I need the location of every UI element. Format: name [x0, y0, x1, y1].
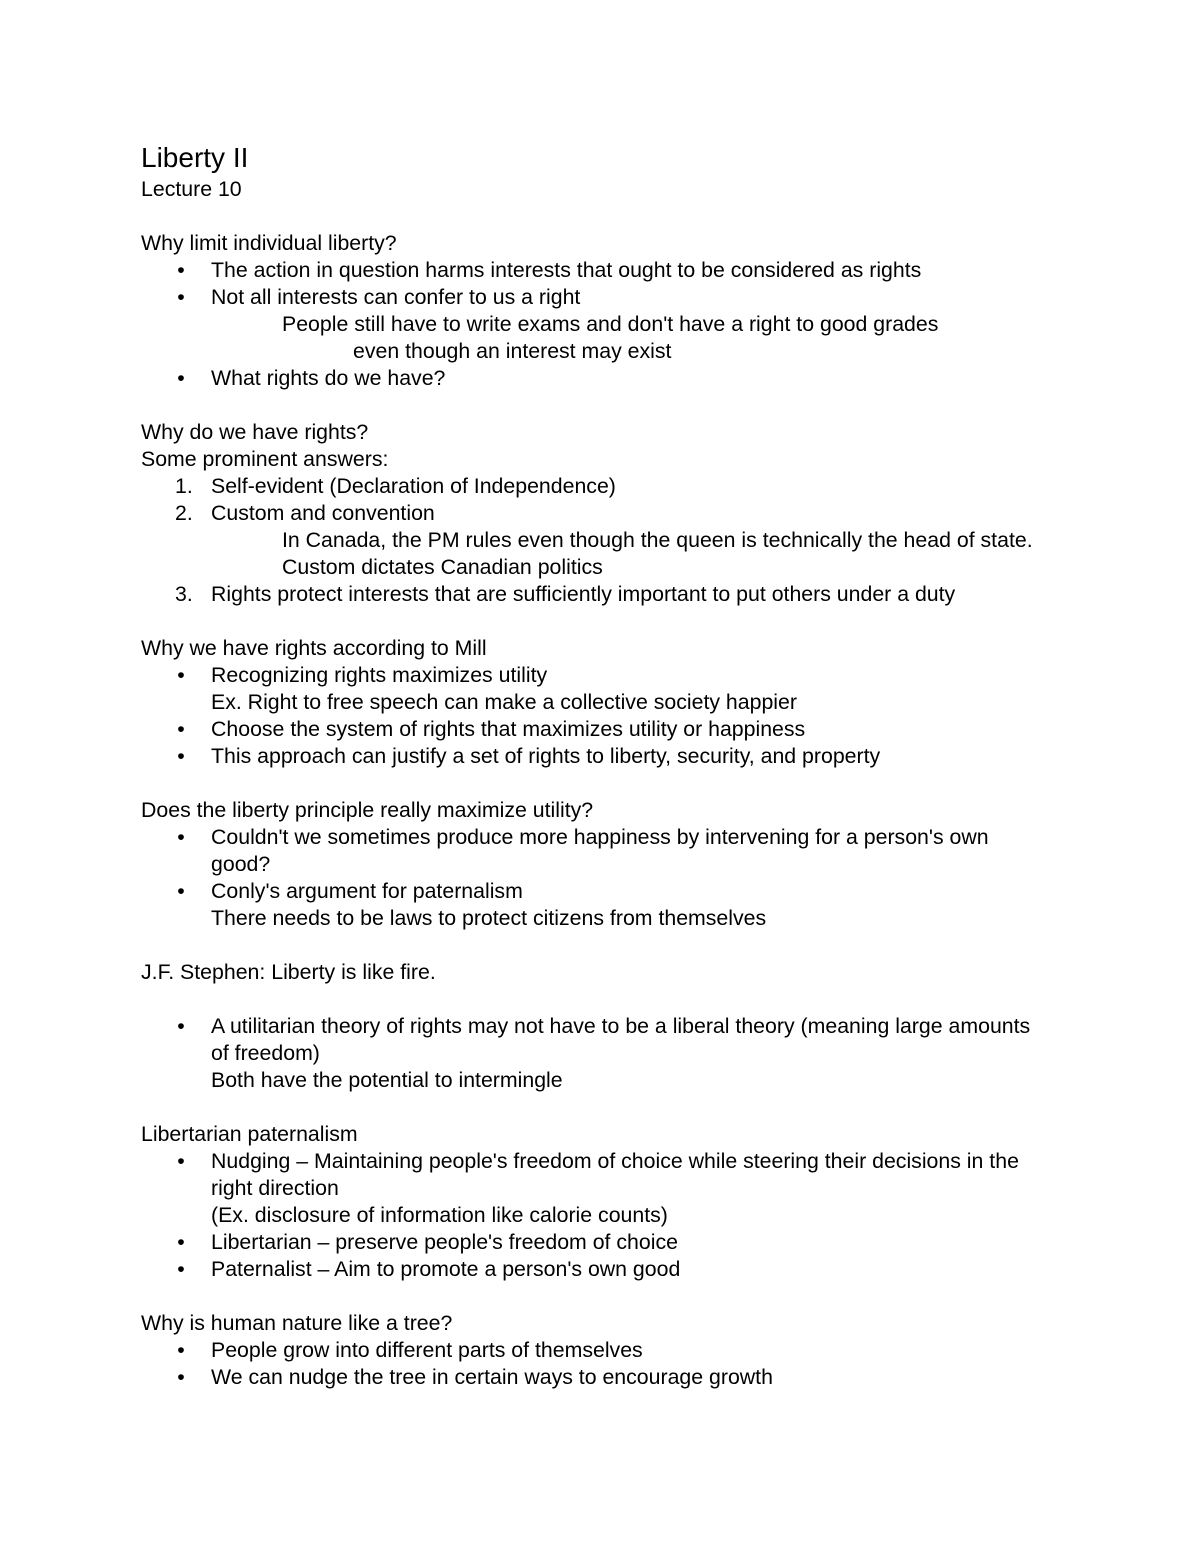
spacer: [141, 986, 1061, 1013]
bullet-icon: •: [177, 663, 185, 687]
bullet-icon: •: [177, 258, 185, 282]
document-title: Liberty II: [141, 142, 249, 173]
section-heading: Why is human nature like a tree?: [141, 1311, 453, 1335]
list-number: 1.: [175, 474, 193, 498]
bullet-icon: •: [177, 1338, 185, 1362]
spacer: [141, 770, 1061, 797]
bullet-text: A utilitarian theory of rights may not have to be a liberal theory (meaning large amounts of freedom): [211, 1014, 1031, 1065]
note-text: Ex. Right to free speech can make a collective society happier: [211, 690, 797, 714]
bullet-item: [141, 365, 1061, 392]
bullet-icon: •: [177, 879, 185, 903]
numbered-item: [141, 581, 1061, 608]
bullet-icon: •: [177, 1257, 185, 1281]
note-text: There needs to be laws to protect citizens from themselves: [211, 906, 767, 930]
bullet-icon: •: [177, 825, 185, 849]
bullet-item: [141, 662, 1061, 689]
bullet-text: Couldn't we sometimes produce more happiness by intervening for a person's own good?: [211, 825, 989, 876]
list-number: 3.: [175, 582, 193, 606]
bullet-text: The action in question harms interests that ought to be considered as rights: [211, 258, 922, 282]
bullet-item: [141, 743, 1061, 770]
bullet-icon: •: [177, 1230, 185, 1254]
bullet-text: Not all interests can confer to us a right: [211, 285, 581, 309]
bullet-text: People grow into different parts of themselves: [211, 1338, 643, 1362]
spacer: [141, 932, 1061, 959]
bullet-item: [141, 1256, 1061, 1283]
section-heading: J.F. Stephen: Liberty is like fire.: [141, 960, 436, 984]
document-page: [141, 140, 1061, 1391]
bullet-item: [141, 878, 1061, 905]
bullet-item: [141, 716, 1061, 743]
bullet-item: [141, 257, 1061, 284]
bullet-item: [141, 824, 1041, 878]
bullet-icon: •: [177, 744, 185, 768]
bullet-item: [141, 1364, 1061, 1391]
section-intro: Some prominent answers:: [141, 447, 389, 471]
list-number: 2.: [175, 501, 193, 525]
section-heading: Does the liberty principle really maximize utility?: [141, 798, 594, 822]
bullet-text: What rights do we have?: [211, 366, 446, 390]
bullet-icon: •: [177, 366, 185, 390]
note-text: even though an interest may exist: [353, 339, 672, 363]
numbered-item: [141, 500, 1061, 527]
note-text: In Canada, the PM rules even though the queen is technically the head of state. Custom dictates Canadian politics: [282, 528, 1033, 579]
spacer: [141, 1094, 1061, 1121]
bullet-text: This approach can justify a set of rights to liberty, security, and property: [211, 744, 881, 768]
spacer: [141, 608, 1061, 635]
bullet-item: [141, 1229, 1061, 1256]
bullet-item: [141, 284, 1061, 311]
bullet-text: Paternalist – Aim to promote a person's own good: [211, 1257, 681, 1281]
bullet-icon: •: [177, 1365, 185, 1389]
bullet-item: [141, 1337, 1061, 1364]
bullet-text: Recognizing rights maximizes utility: [211, 663, 548, 687]
spacer: [141, 203, 1061, 230]
bullet-icon: •: [177, 285, 185, 309]
bullet-text: Choose the system of rights that maximizes utility or happiness: [211, 717, 806, 741]
note-text: Both have the potential to intermingle: [211, 1068, 563, 1092]
item-text: Custom and convention: [211, 501, 435, 525]
section-heading: Libertarian paternalism: [141, 1122, 358, 1146]
bullet-item: [141, 1013, 1041, 1067]
section-heading: Why do we have rights?: [141, 420, 369, 444]
note-text: People still have to write exams and don't have a right to good grades: [282, 312, 939, 336]
section-heading: Why we have rights according to Mill: [141, 636, 487, 660]
item-text: Rights protect interests that are sufficiently important to put others under a duty: [211, 582, 956, 606]
note-text: (Ex. disclosure of information like calorie counts): [211, 1203, 668, 1227]
numbered-item: [141, 473, 1061, 500]
section-heading: Why limit individual liberty?: [141, 231, 397, 255]
bullet-icon: •: [177, 1149, 185, 1173]
spacer: [141, 392, 1061, 419]
document-subtitle: Lecture 10: [141, 177, 242, 201]
spacer: [141, 1283, 1061, 1310]
bullet-text: Nudging – Maintaining people's freedom of choice while steering their decisions in the right direction: [211, 1149, 1019, 1200]
bullet-text: Libertarian – preserve people's freedom of choice: [211, 1230, 678, 1254]
bullet-icon: •: [177, 717, 185, 741]
bullet-item: [141, 1148, 1056, 1202]
bullet-text: Conly's argument for paternalism: [211, 879, 523, 903]
item-text: Self-evident (Declaration of Independence): [211, 474, 616, 498]
bullet-text: We can nudge the tree in certain ways to encourage growth: [211, 1365, 773, 1389]
bullet-icon: •: [177, 1014, 185, 1038]
